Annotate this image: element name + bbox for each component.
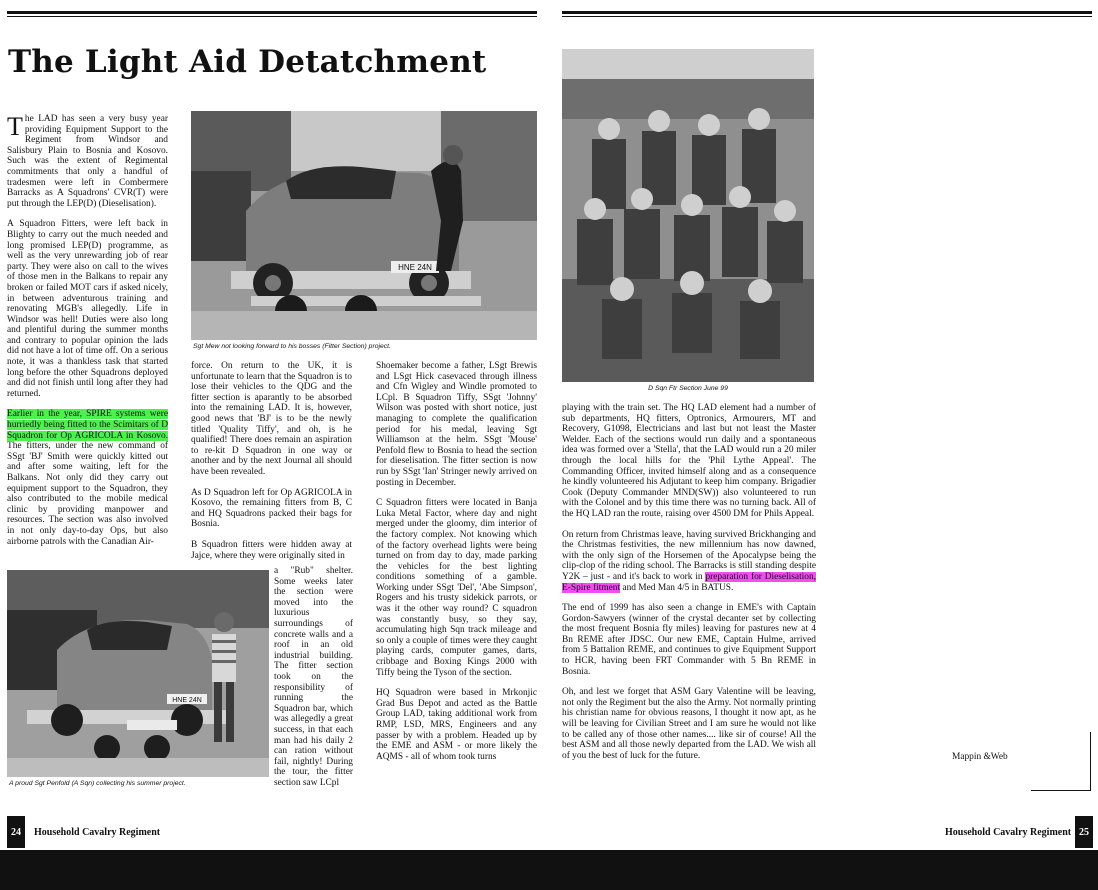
photo-man-with-car xyxy=(7,570,269,777)
photo-caption: A proud Sgt Penfold (A Sqn) collecting his summer project. xyxy=(9,780,186,787)
paragraph: force. On return to the UK, it is unfortunate to learn that the Squadron is to lose their vehicles to the QDG and the fitter section is aparantly to be absorbed into the remaining LAD. It is, however, good news that 'BJ' is to be the newly titled 'Quality Tiffy', and oh, is he qualified! There does remain an aspiration to re-kit D Squadron in one way or another and by the next Journal all should have been revealed. xyxy=(191,361,352,477)
paragraph: a "Rub" shelter. Some weeks later the section were moved into the luxurious surroundings of concrete walls and a roof in an old industrial building. The fitter section took on the responsibility of running the Squadron bar, which was allegedly a great success, in that each man had his daily 2 can ration without fail, nightly! During the tour, the fitter section saw LCpl xyxy=(274,566,353,788)
photo-caption: Sgt Mew not looking forward to his bosses (Fitter Section) project. xyxy=(193,343,391,350)
paragraph: playing with the train set. The HQ LAD element had a number of sub departments, HQ fitters, Optronics, Armourers, MT and Recovery, G1098, Electricians and last but not least the Master Welder. Each of the sections would run daily and a spontaneous idea was formed over a 'Stella', that the LAD would run a 20 miler through the local hills for the 'Phil Lythe Appeal'. The Commanding Officer, invited himself along and as a consequence he kindly volunteered his Adjutant to keep him company. Brigadier Cook (Deputy Commander MND(SW)) also volunteered to run with the Colonel and by this time there was no turning back. All of the HQ LAD ran the route, raising over 4500 DM for Phils Appeal. xyxy=(562,403,816,519)
article-column-3 xyxy=(376,361,537,772)
paragraph: C Squadron fitters were located in Banja Luka Metal Factor, where day and night merged under the gloomy, dim interior of the factory complex. Not knowing which of the factory overhead lights were being turned on from day to day, made parking the vehicles for the best lighting conditions something of a gamble. Working under SSgt 'Del', 'Abe Simpson', Rogers and his trusty sidekick parrots, or was it the other way round? C squadron was constantly busy, so they say, accumulating high Sqn track mileage and so only a couple of times were they caught playing cards, computer games, darts, cribbage and Boxing Kings 2000 with Tiffy being the Tyson of the section. xyxy=(376,498,537,678)
top-rule-left-thick xyxy=(7,11,537,14)
photo-car-trailer-image xyxy=(191,111,537,340)
article-column-4 xyxy=(562,403,816,771)
footer-bar xyxy=(0,850,1098,890)
article-column-2 xyxy=(191,361,352,561)
advertiser-name: Mappin &Web xyxy=(952,752,1008,762)
page-number-left: 24 xyxy=(7,816,25,848)
svg-text:HNE 24N: HNE 24N xyxy=(172,697,202,704)
paragraph: HQ Squadron were based in Mrkonjic Grad Bus Depot and acted as the Battle Group LAD, taking additional work from RMP, LSD, MRS, Engineers and any passer by with a problem. Headed up by the EME and ASM - or more likely the AQMS - all of whom took turns xyxy=(376,688,537,762)
article-column-2-continued xyxy=(274,566,353,798)
photo-caption: D Sqn Ftr Section June 99 xyxy=(648,385,728,392)
ad-border-vertical xyxy=(1090,732,1091,790)
photo-man-car-image xyxy=(7,570,269,777)
photo-car-on-trailer xyxy=(191,111,537,340)
photo-group-image xyxy=(562,49,814,382)
footer-title-left: Household Cavalry Regiment xyxy=(34,827,161,838)
top-rule-right-thin xyxy=(562,16,1092,17)
page-title: The Light Aid Detatchment xyxy=(8,44,487,80)
paragraph: Oh, and lest we forget that ASM Gary Valentine will be leaving, not only the Regiment but the also the Army. Not normally printing his christian name for obvious reasons, I thought it now apt, as he will be leaving for Civilian Street and I am sure he would not like to be called any of those other names.... like sir of course! All the best ASM and all those newly departed from the LAD. We wish all of you the best of luck for the future. xyxy=(562,687,816,761)
drop-cap: T xyxy=(7,112,23,141)
highlighted-text: preparation for Dieselisation, E-Spire fitment xyxy=(562,571,816,593)
page-number-right: 25 xyxy=(1075,816,1093,848)
paragraph: he LAD has seen a very busy year providing Equipment Support to the Regiment from Windsor and Salisbury Plain to Bosnia and Kosovo. Such was the extent of Regimental commitments that only a handful of tradesmen were left in Combermere Barracks as A Squadrons' CVR(T) were put through the LEP(D) (Dieselisation). xyxy=(7,114,168,209)
top-rule-left-thin xyxy=(7,16,537,17)
top-rule-right-thick xyxy=(562,11,1092,14)
paragraph: B Squadron fitters were hidden away at Jajce, where they were originally sited in xyxy=(191,539,352,561)
paragraph: The end of 1999 has also seen a change in EME's with Captain Gordon-Sawyers (winner of the crystal decanter set by collecting the most frequent Bosnia fly miles) leaving for pastures new at 4 Bn REME after JDSC. Our new EME, Captain Hulme, arrived from 5 Battalion REME, and continues to give Equipment Support to HCR, having been FRT Commander with 5 Bn REME in Bosnia. xyxy=(562,603,816,677)
paragraph: A Squadron Fitters, were left back in Blighty to carry out the much needed and long promised LEP(D) programme, as well as the very unrewarding job of rear party. They were also on call to the wives of those men in the Balkans to repair any broken or failed MOT cars if asked nicely, in between adventurous training and renovating MGB's allegedly. Life in Windsor was hell! Duties were also long and plentiful during the summer months and contrary to popular opinion the lads did not have a lot of time off. On a serious note, it was a thankless task that started long before the other Squadrons deployed and did not finish until long after they had returned. xyxy=(7,219,168,399)
paragraph: Shoemaker become a father, LSgt Brewis and LSgt Hick casevaced through illness and Cfn Wigley and Windle promoted to LCpl. B Squadron Tiffy, SSgt 'Johnny' Wilson was posted with short notice, just managing to complete the qualification period for his medal, leaving Sgt Williamson at the helm. SSgt 'Mouse' Penfold flew to Bosnia to head the section for dieselisation. The fitter section is now run by SSgt 'Ian' Stringer newly arrived on posting in December. xyxy=(376,361,537,488)
photo-section-group xyxy=(562,49,814,382)
footer-title-right: Household Cavalry Regiment xyxy=(945,827,1072,838)
paragraph: On return from Christmas leave, having survived Brickhanging and the Christmas festivities, the new millennium has now dawned, with the only sign of the Horsemen of the Apocalypse being the clip-clop of the riding school. The Barracks is still standing despite Y2K – just - and it's back to work in preparation for Dieselisation, E-Spire fitment and Med Man 4/5 in BATUS. xyxy=(562,529,816,593)
svg-text:HNE 24N: HNE 24N xyxy=(398,263,432,272)
ad-border-horizontal xyxy=(1031,790,1091,791)
paragraph: As D Squadron left for Op AGRICOLA in Kosovo, the remaining fitters from B, C and HQ Squadrons packed their bags for Bosnia. xyxy=(191,487,352,530)
article-column-1 xyxy=(7,114,168,557)
highlighted-text: Earlier in the year, SPIRE systems were hurriedly being fitted to the Scimitars of D Squadron for Op AGRICOLA in Kosovo. xyxy=(7,409,168,441)
paragraph: Earlier in the year, SPIRE systems were hurriedly being fitted to the Scimitars of D Squadron for Op AGRICOLA in Kosovo. The fitters, under the new command of SSgt 'BJ' Smith were quickly kitted out and after some waiting, left for the Balkans. Not only did they carry out equipment support to the Squadron, they also contributed to the mobile medical clinic by providing manpower and resources. The section was also involved in not only day-to-day Ops, but also airborne patrols with the Canadian Air- xyxy=(7,409,168,547)
